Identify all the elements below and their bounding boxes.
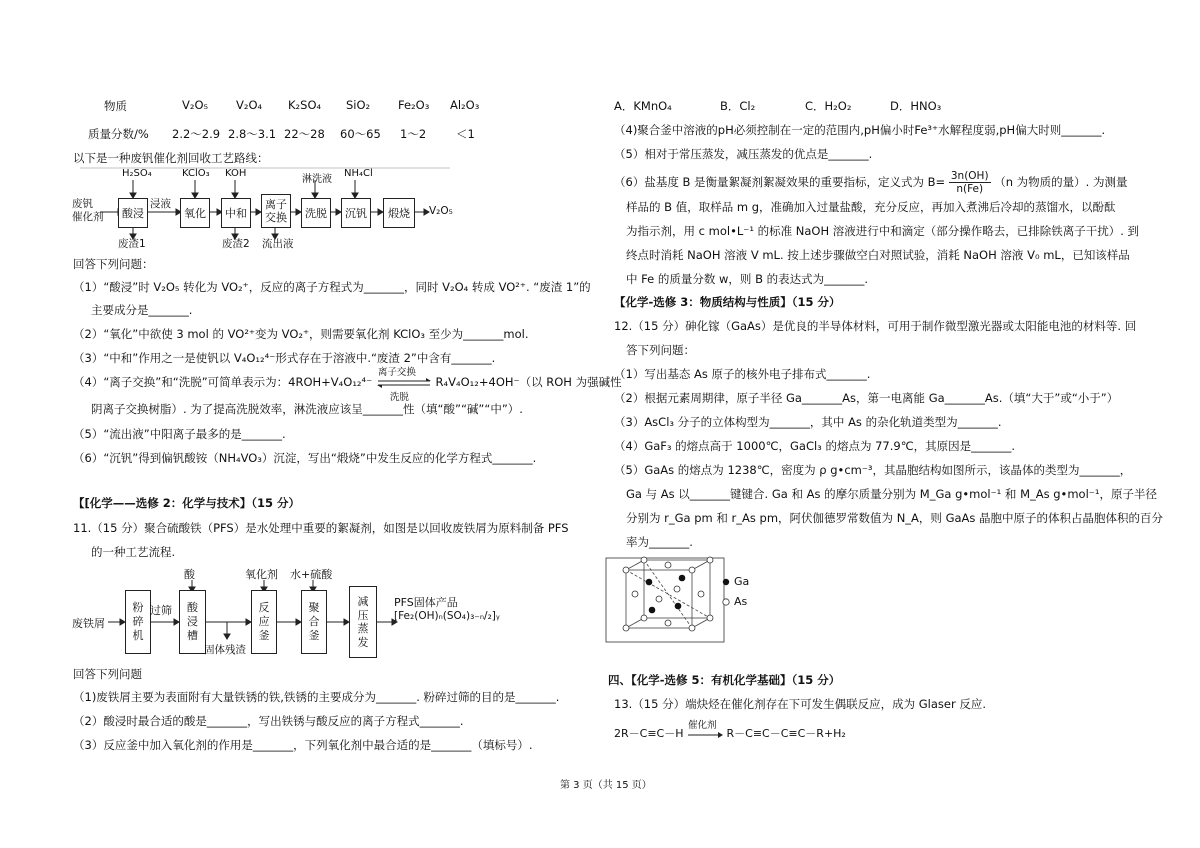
q11-5: （5）相对于常压蒸发，减压蒸发的优点是_______. (614, 147, 873, 161)
flow1-reagent-kclo3: KClO₃ (182, 168, 210, 179)
flow2-box-crusher: 粉 碎 机 (125, 590, 151, 654)
basicity-fraction (949, 170, 991, 195)
flow1-product: V₂O₅ (429, 205, 453, 217)
fraction-denominator: n(Fe) (956, 183, 984, 195)
equation-reactant: 2R－C≡C－H (614, 727, 684, 740)
reaction-arrow-icon (687, 728, 723, 740)
flow2-sieve-label: 过筛 (150, 604, 172, 617)
flow2-box-vacuum-evap: 减 压 蒸 发 (349, 586, 377, 658)
q12-2: （2）根据元素周期律，原子半径 Ga_______As，第一电离能 Ga_______As.（填“大于”或“小于”） (614, 391, 1119, 405)
flow1-output-effluent: 流出液 (262, 238, 294, 250)
q4-pre: （4）“离子交换”和“洗脱”可简单表示为：4ROH+V₄O₁₂⁴⁻ (73, 375, 373, 389)
equation-catalyst: 催化剂 (688, 720, 717, 731)
q11-6-post: （n 为物质的量）. 为测量 (994, 175, 1128, 189)
q11-line1: 11.（15 分）聚合硫酸铁（PFS）是水处理中重要的絮凝剂，如图是以回收废铁屑为原料制备 PFS (73, 521, 569, 535)
q12-5-line3: 分别为 r_Ga pm 和 r_As pm，阿伏伽德罗常数值为 N_A，则 GaAs 晶胞中原子的体积占晶胞体积的百分 (626, 511, 1164, 525)
as-legend-dot (723, 599, 729, 605)
q1-line1: （1）“酸浸”时 V₂O₅ 转化为 VO₂⁺，反应的离子方程式为_______，同时 V₂O₄ 转成 VO²⁺. “废渣 1”的 (73, 280, 591, 294)
ga-legend-dot (723, 579, 729, 585)
table-header-2: V₂O₄ (236, 98, 263, 112)
equilibrium-arrow-icon (376, 376, 432, 390)
flow1-box-precipitate: 沉钒 (341, 198, 371, 228)
flow1-box-elute: 洗脱 (301, 198, 331, 228)
option-c: C．H₂O₂ (805, 99, 852, 113)
q12-5-line1: （5）GaAs 的熔点为 1238℃，密度为 ρ g•cm⁻³，其晶胞结构如图所示，该晶体的类型为_______， (614, 463, 1132, 477)
flow1-box-neutralize: 中和 (221, 198, 251, 228)
option-b: B．Cl₂ (720, 99, 756, 113)
flow1-start: 废钒 催化剂 (72, 198, 104, 223)
table-header-6: Al₂O₃ (450, 98, 480, 112)
answer-prompt: 回答下列问题： (73, 257, 154, 271)
flow1-reagent-nh4cl: NH₄Cl (344, 168, 373, 179)
flow2-start: 废铁屑 (72, 617, 105, 630)
q12-3: （3）AsCl₃ 分子的立体构型为_______，其中 As 的杂化轨道类型为_______. (614, 415, 1002, 429)
flow2-reagent-acid: 酸 (184, 568, 195, 581)
q11-4: （4)聚合釜中溶液的pH必须控制在一定的范围内,pH偏小时Fe³⁺水解程度弱,pH偏大时则_______. (614, 123, 1106, 137)
q1-line2: 主要成分是_______. (91, 303, 193, 317)
flow1-output-residue2: 废渣2 (222, 238, 250, 250)
q3: （3）“中和”作用之一是使钒以 V₄O₁₂⁴⁻形式存在于溶液中.“废渣 2”中含有_______. (73, 351, 496, 365)
q4-arrow-under: 洗脱 (389, 391, 409, 403)
table-cell-0: 质量分数/% (88, 127, 149, 141)
q11-6-line4: 终点时消耗 NaOH 溶液 V mL. 按上述步骤做空白对照试验，消耗 NaOH 溶液 V₀ mL，已知该样品 (626, 248, 1130, 262)
equation-arrow (687, 720, 723, 740)
flow1-output-residue1: 废渣1 (118, 238, 146, 250)
fraction-numerator: 3n(OH) (950, 170, 989, 182)
flow1-box-oxidize: 氧化 (180, 198, 210, 228)
section-elective-3: 【化学-选修 3：物质结构与性质】（15 分） (614, 295, 841, 309)
pfs-flowchart (72, 566, 512, 664)
section-elective-5: 四、【化学-选修 5：有机化学基础】（15 分） (608, 673, 841, 687)
table-cell-6: ＜1 (456, 127, 475, 141)
table-header-3: K₂SO₄ (288, 98, 322, 112)
q13: 13.（15 分）端炔烃在催化剂存在下可发生偶联反应，成为 Glaser 反应. (614, 697, 986, 711)
table-cell-2: 2.8～3.1 (228, 127, 277, 141)
table-header-4: SiO₂ (346, 98, 371, 112)
q12-line1: 12.（15 分）砷化镓（GaAs）是优良的半导体材料，可用于制作微型激光器或太阳能电池的材料等. 回 (614, 319, 1137, 333)
q11-1: （1)废铁屑主要为表面附有大量铁锈的铁,铁锈的主要成分为_______. 粉碎过筛的目的是_______. (73, 690, 560, 704)
flow1-reagent-eluent: 淋洗液 (302, 174, 332, 185)
vanadium-flowchart (72, 166, 462, 250)
flow1-box-acid-leach: 酸浸 (118, 198, 148, 228)
q12-5-line4: 率为_______. (626, 535, 693, 549)
answer-prompt-2: 回答下列问题 (73, 667, 142, 681)
q11-6-line5: 中 Fe 的质量分数 w，则 B 的表达式为_______. (626, 272, 869, 286)
flow1-reagent-h2so4: H₂SO₄ (122, 168, 152, 179)
table-cell-5: 1～2 (400, 127, 427, 141)
q11-6-pre: （6）盐基度 B 是衡量絮凝剂絮凝效果的重要指标，定义式为 B= (614, 175, 946, 189)
q12-1: （1）写出基态 As 原子的核外电子排布式_______. (614, 367, 871, 381)
flow2-box-leach-tank: 酸 浸 槽 (179, 590, 206, 654)
legend-as: As (734, 595, 748, 608)
q11-3: （3）反应釜中加入氧化剂的作用是_______，下列氧化剂中最合适的是_______（填标号）. (73, 738, 533, 752)
q11-line2: 的一种工艺流程. (91, 545, 176, 559)
table-cell-1: 2.2～2.9 (172, 127, 221, 141)
equation-product: R－C≡C－C≡C－R+H₂ (726, 727, 846, 740)
q12-line2: 答下列问题： (626, 343, 695, 357)
flow2-box-polymerizer: 聚 合 釜 (301, 590, 327, 654)
table-header-1: V₂O₅ (182, 98, 209, 112)
flow1-box-ion-exchange: 离子 交换 (261, 194, 291, 228)
q4-line1 (73, 366, 622, 403)
option-a: A．KMnO₄ (614, 99, 672, 113)
table-header-5: Fe₂O₃ (398, 98, 430, 112)
flow2-reagent-oxidant: 氧化剂 (245, 568, 278, 581)
q4-post: R₄V₄O₁₂+4OH⁻（以 ROH 为强碱性 (435, 375, 622, 389)
section-elective-2: 【[化学——选修 2：化学与技术】（15 分） (73, 496, 301, 510)
legend-ga: Ga (734, 575, 750, 588)
gaas-unit-cell (604, 556, 784, 644)
q12-5-line2: Ga 与 As 以_______键键合. Ga 和 As 的摩尔质量分别为 M_Ga g•mol⁻¹ 和 M_As g•mol⁻¹，原子半径 (626, 487, 1157, 501)
q4-line2: 阴离子交换树脂）. 为了提高洗脱效率，淋洗液应该呈_______性（填“酸”“碱”“中”）. (91, 402, 523, 416)
option-d: D．HNO₃ (890, 99, 942, 113)
table-header-0: 物质 (104, 99, 127, 113)
process-intro: 以下是一种废钒催化剂回收工艺路线： (73, 151, 269, 165)
flow2-reagent-water-acid: 水+硫酸 (290, 568, 333, 581)
table-cell-3: 22～28 (284, 127, 325, 141)
flow2-product-label: PFS固体产品 (394, 596, 458, 609)
flow1-box-calcine: 煅烧 (383, 198, 415, 228)
q2: （2）“氧化”中欲使 3 mol 的 VO²⁺变为 VO₂⁺，则需要氧化剂 KClO₃ 至少为_______mol. (73, 327, 529, 341)
flow2-box-reactor: 反 应 釜 (251, 590, 277, 654)
q5: （5）“流出液”中阳离子最多的是_______. (73, 427, 286, 441)
glaser-equation (614, 720, 846, 741)
table-cell-4: 60～65 (340, 127, 381, 141)
flow1-reagent-koh: KOH (225, 168, 247, 179)
flow2-product-formula: [Fe₂(OH)ₙ(SO₄)₃₋ₙ/₂]ᵧ (394, 610, 500, 622)
q11-6-line1 (614, 170, 1127, 195)
q4-reversible-arrow (376, 366, 432, 403)
q6: （6）“沉钒”得到偏钒酸铵（NH₄VO₃）沉淀，写出“煅烧”中发生反应的化学方程式_______. (73, 451, 537, 465)
q4-arrow-over: 离子交换 (377, 366, 416, 378)
q12-4: （4）GaF₃ 的熔点高于 1000℃，GaCl₃ 的熔点为 77.9℃，其原因是_______. (614, 439, 1016, 453)
unit-cell-diagram (604, 556, 784, 644)
page-footer: 第 3 页（共 15 页） (560, 780, 652, 791)
flow1-mid-label: 浸液 (150, 198, 171, 210)
q11-6-line2: 样品的 B 值，取样品 m g，准确加入过量盐酸，充分反应，再加入煮沸后冷却的蒸馏水，以酚酞 (626, 200, 1116, 214)
q11-6-line3: 为指示剂，用 c mol•L⁻¹ 的标准 NaOH 溶液进行中和滴定（部分操作略去，已排除铁离子干扰）. 到 (626, 224, 1140, 238)
material-table (88, 96, 520, 142)
flow2-residue: 固体残渣 (204, 644, 246, 656)
q11-2: （2）酸浸时最合适的酸是_______，写出铁锈与酸反应的离子方程式_______. (73, 714, 464, 728)
